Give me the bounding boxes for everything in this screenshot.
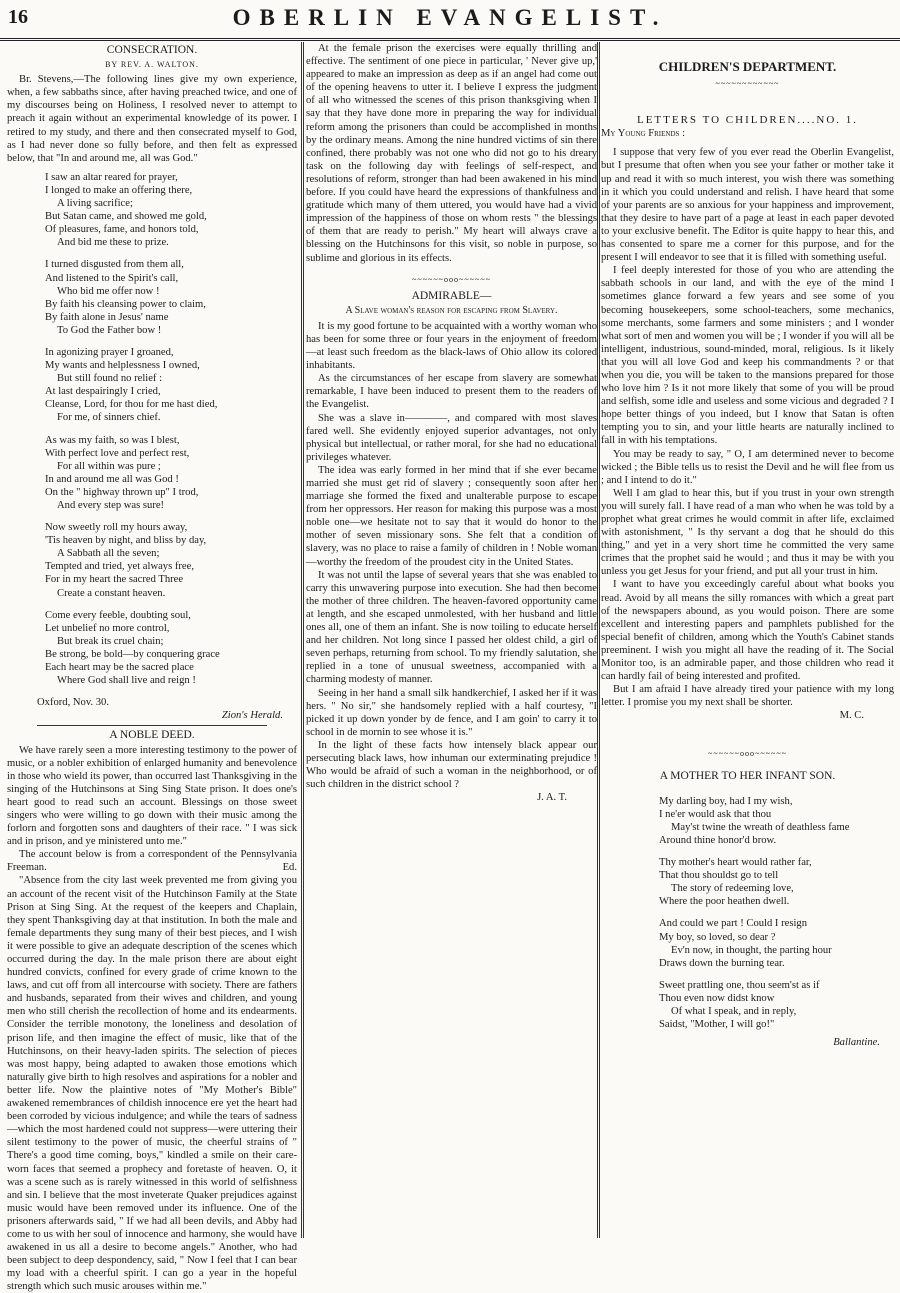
noble-deed-paragraph-2: At the female prison the exercises were equally thrilling and effective. The sentiment of one piece in particular, ' Never give up,' appeared to make an impression as deep as if an angel had come out of the opening heavens to utter it. I believe I express the judgment of all who witnessed the scenes of this prison thanksgiving when I say that they have done more in preparing the way for individual reform among the prisoners than could be accomplished in months by the ordinary means. Among the nine hundred victims of sin there confined, there probably was not one who did not go to his dreary task on the following day with feelings of self-respect, and resolutions of reform, stronger than had been awakened in his mind before. If you could have heard the expressions of thankfulness and gratitude which many of them uttered, you would have had a vivid impression of the happiness of those on whom rests " the blessings of them that are ready to perish." My heart will always crave a blessing on the Hutchinsons for this visit, so noble in purpose, so sublime and glorious in its effects. bbox=[306, 43, 597, 264]
poem-line: But break its cruel chain; bbox=[57, 635, 164, 647]
poem-line: May'st twine the wreath of deathless fame bbox=[671, 821, 850, 833]
childrens-department-title: CHILDREN'S DEPARTMENT. bbox=[658, 59, 837, 74]
poem-line: I saw an altar reared for prayer, bbox=[45, 171, 178, 183]
noble-deed-account-intro: The account below is from a correspondent of the Pennsylvania Freeman. Ed. bbox=[7, 849, 297, 874]
consecration-poem bbox=[7, 171, 297, 687]
mother-poem bbox=[601, 795, 894, 1032]
poem-line: My darling boy, had I my wish, bbox=[659, 795, 793, 807]
column-rule-left bbox=[301, 42, 304, 1238]
poem-line: With perfect love and perfect rest, bbox=[45, 447, 190, 459]
poem-line: Of pleasures, fame, and honors told, bbox=[45, 224, 199, 236]
poem-line: Now sweetly roll my hours away, bbox=[45, 522, 188, 534]
mother-poem-source: Ballantine. bbox=[833, 1037, 880, 1049]
poem-line: But Satan came, and showed me gold, bbox=[45, 211, 207, 223]
poem-line: Where the poor heathen dwell. bbox=[659, 896, 790, 908]
consecration-place-date: Oxford, Nov. 30. bbox=[37, 697, 109, 709]
poem-line: Tempted and tried, yet always free, bbox=[45, 561, 194, 573]
divider bbox=[37, 725, 267, 726]
poem-line: For all within was pure ; bbox=[57, 460, 161, 472]
paragraph: In the light of these facts how intensely black appear our persecuting black laws, how inhuman our exterminating prejudice ! Who would be afraid of such a woman in the neighborhood, or of such children in the district school ? bbox=[306, 739, 597, 791]
stanza bbox=[7, 346, 297, 425]
paragraph: As the circumstances of her escape from slavery are somewhat remarkable, I have been induced to present them to the readers of the Evangelist. bbox=[306, 373, 597, 411]
poem-line: Cleanse, Lord, for thou for me hast died, bbox=[45, 399, 218, 411]
ornament-divider: ~~~~~~ooo~~~~~~ bbox=[412, 274, 491, 284]
poem-line: In agonizing prayer I groaned, bbox=[45, 346, 174, 358]
poem-line: Of what I speak, and in reply, bbox=[671, 1006, 797, 1017]
noble-deed-title: A NOBLE DEED. bbox=[109, 729, 195, 742]
letter-salutation: My Young Friends : bbox=[601, 128, 686, 140]
poem-line: I longed to make an offering there, bbox=[45, 184, 193, 196]
poem-line: My boy, so loved, so dear ? bbox=[659, 931, 776, 943]
ornament-divider: ~~~~~~ooo~~~~~~ bbox=[708, 748, 787, 758]
paragraph: The idea was early formed in her mind that if she ever became married she must get rid of slavery ; consequently soon after her marriage she formed the fixed and unalterable purpose to escape from her oppressors. Her reason for making this purpose was a most noble one—we hesitate not to say that it would do honor to the mother of seven missionary sons. She felt that a condition of slavery, was no place to raise a family of children in ! Noble woman—worthy the freedom of the proudest city in the United States. bbox=[306, 464, 597, 568]
column-rule-right bbox=[597, 42, 600, 1238]
page-number: 16 bbox=[8, 6, 28, 28]
poem-line: At last despairingly I cried, bbox=[45, 386, 161, 398]
paragraph: I suppose that very few of you ever read the Oberlin Evangelist, but I presume that often when you see your father or mother take it up and read it with so much interest, you wish there was something in it which you could understand and relish. I have heard that some of your parents are so anxious for your happiness and improvement, that they desire to have part of a page at least in each paper devoted to your exclusive benefit. The Editor is quite happy to hear this, and has consented to spare me a corner for this purpose, and for the present I will endeavor to see that it is filled with something useful. bbox=[601, 147, 894, 264]
paragraph: It was not until the lapse of several years that she was enabled to carry this unwavering purpose into execution. She had then become the mother of three children. The heaven-favored opportunity came at length, and she escaped unmolested, with her husband and little ones all, one of them an infant. She is now toiling to educate herself and her children. Not long since I passed her oldest child, a girl of seven perhaps, returning from school. To my friendly salutation, she replied in a tone of unusual sweetness, accompanied with a charming modesty of manner. bbox=[306, 569, 597, 686]
paragraph: But I am afraid I have already tired your patience with my long letter. I promise you my next shall be shorter. bbox=[601, 684, 894, 709]
stanza bbox=[621, 917, 894, 969]
poem-line: To God the Father bow ! bbox=[57, 324, 162, 336]
paragraph: She was a slave in————, and compared with most slaves fared well. She evidently enjoyed superior advantages, not only physical but intellectual, or rather moral, for she had no educational privileges whatever. bbox=[306, 412, 597, 463]
paragraph: I feel deeply interested for those of you who are attending the sabbath schools in our land, and with the eye of the mind I sometimes glance forward a few years and see some of you becoming housekeepers, some school-teachers, some mechanics, some merchants, some farmers and some ministers ; and I wonder what sort of men and women you will be ; I wonder if you will all be intelligent, industrious, sound-minded, moral, religious. Is it likely that you will all love God and keep his commandments ? or that when you die, you will be taken to the mansions prepared for those who love him ? Is it not more likely that some of you will be proud and selfish, some idle and useless and some vicious and degraded ? I hope better things of you indeed, but I know that Satan is often tempting you to sin, and your little hearts are naturally inclined to fall in with his temptations. bbox=[601, 265, 894, 447]
paragraph: I want to have you exceedingly careful about what books you read. Avoid by all means the silly romances with which a great part of the newspapers abound, as you would poison. There are some excellent and interesting papers and pamphlets published for the special benefit of children, among which the Youth's Cabinet stands preeminent. I wish you might all have the reading of it. The Social Monitor too, is an admirable paper, and those children who read it can hardly fail of being interested and profited. bbox=[601, 579, 894, 683]
stanza bbox=[621, 856, 894, 908]
poem-line: By faith his cleansing power to claim, bbox=[45, 298, 206, 310]
poem-line: Draws down the burning tear. bbox=[659, 957, 785, 969]
poem-line: Around thine honor'd brow. bbox=[659, 834, 777, 846]
stanza bbox=[7, 258, 297, 337]
poem-line: Sweet prattling one, thou seem'st as if bbox=[659, 979, 820, 991]
noble-deed-paragraph-1: "Absence from the city last week prevented me from giving you an account of the recent visit of the Hutchinson Family at the State Prison at Sing Sing. At the request of the keepers and Chaplain, they spent Thanksgiving day at that institution. In both the male and female departments they sung many of their best pieces, and I wish it were possible to give an adequate description of the scenes which occurred during the day. In the male prison there are about eight hundred convicts, confined for every grade of crime known to the laws, and cut off from all intercourse with society. There are fathers and husbands, separated from their wives and children, and young men who still cherish the recollection of home and its endearments. Consider the terrible monotony, the loneliness and desolation of prison life, and then imagine the effect of music, like that of the Hutchinsons, on their heavy-laden spirits. The selection of pieces was most happy, being adapted to awaken those emotions which naturally give birth to high resolves and aspirations for a nobler and better life. Now the plaintive notes of "My Mother's Bible" awakened remembrances of childish innocence ere yet the heart had been corroded by vicious indulgence; and while the tears of sadness—which the most hardened could not suppress—were uttering their silent testimony to the power of music, the cheerful strains of " There's a good time coming, boys," kindled a smile on their care-worn faces that seemed a prophecy and foretaste of heaven. O, it was a scene such as is rarely witnessed in this world of selfishness and sin. I believe that the most inveterate Quaker prejudices against music would have been removed under its influence. One of the prisoners afterwards said, " If we had all been devils, and Abby had come to us with her soul of innocence and harmony, she would have awakened in us all a desire to become angels." Another, who had been subject to deep despondency, said, " Now I feel that I can bear my load with a cheerful spirit. I can go a year in the hopeful strength which such music arouses within me." bbox=[7, 875, 297, 1293]
poem-line: My wants and helplessness I owned, bbox=[45, 360, 200, 372]
letter-body bbox=[601, 146, 894, 709]
consecration-title: CONSECRATION. bbox=[106, 44, 198, 56]
consecration-source: Zion's Herald. bbox=[221, 710, 283, 722]
poem-line: 'Tis heaven by night, and bliss by day, bbox=[45, 535, 207, 547]
poem-line: On the " highway thrown up" I trod, bbox=[45, 486, 199, 498]
poem-line: Thou even now didst know bbox=[659, 992, 775, 1004]
paragraph: Seeing in her hand a small silk handkerchief, I asked her if it was hers. " No sir," she handsomely replied with a half courtesy, "I picked it up down yonder by de fence, and I am goin' to carry it to school in de mornin to see whose it is." bbox=[306, 687, 597, 738]
poem-line: I ne'er would ask that thou bbox=[659, 808, 772, 820]
stanza bbox=[621, 979, 894, 1031]
poem-line: For in my heart the sacred Three bbox=[45, 574, 184, 586]
poem-line: Be strong, be bold—by conquering grace bbox=[45, 648, 220, 660]
paragraph: Well I am glad to hear this, but if you trust in your own strength you will surely fall. I have read of a man who when he was told by a prophet what great crimes he would commit in after life, exclaimed with astonishment, " Is thy servant a dog that he should do this thing," and yet in a very short time he committed the very same crimes that the prophet said he would ; and thus it may be with you unless you get Jesus for your friend, and put all your trust in him. bbox=[601, 487, 894, 578]
stanza bbox=[7, 434, 297, 513]
consecration-byline: BY REV. A. WALTON. bbox=[105, 60, 199, 70]
poem-line: And listened to the Spirit's call, bbox=[45, 272, 179, 284]
poem-line: I turned disgusted from them all, bbox=[45, 259, 184, 271]
admirable-signature: J. A. T. bbox=[537, 792, 567, 804]
poem-line: Where God shall live and reign ! bbox=[57, 675, 196, 687]
noble-deed-intro: We have rarely seen a more interesting testimony to the power of music, or a nobler exhibition of enlarged humanity and benevolence in those who wield its power, than occurred last Thanksgiving in the singing of the Hutchinsons at Sing Sing State prison. It does one's heart good to read such an account. Blessings on those sweet singers who were willing to go down with their music among the forlorn and forgotten sons and daughters of their race. " I was sick and in prison, and ye ministered unto me." bbox=[7, 744, 297, 848]
masthead bbox=[0, 0, 900, 41]
poem-line: Thy mother's heart would rather far, bbox=[659, 857, 812, 869]
poem-line: The story of redeeming love, bbox=[671, 883, 794, 895]
poem-line: And every step was sure! bbox=[57, 500, 165, 511]
poem-line: Ev'n now, in thought, the parting hour bbox=[671, 944, 832, 956]
poem-line: Saidst, "Mother, I will go!" bbox=[659, 1019, 775, 1031]
column-3 bbox=[601, 42, 894, 1236]
stanza bbox=[7, 609, 297, 688]
poem-line: Each heart may be the sacred place bbox=[45, 662, 194, 674]
ornament-divider: ~~~~~~~~~~~~ bbox=[715, 79, 780, 89]
poem-line: By faith alone in Jesus' name bbox=[45, 311, 169, 323]
admirable-body bbox=[306, 320, 597, 791]
poem-line: A living sacrifice; bbox=[57, 198, 133, 210]
admirable-title: ADMIRABLE— bbox=[411, 289, 492, 302]
poem-line: Who bid me offer now ! bbox=[57, 285, 160, 297]
poem-line: That thou shouldst go to tell bbox=[659, 870, 779, 882]
stanza bbox=[621, 795, 894, 847]
poem-line: Create a constant heaven. bbox=[57, 587, 166, 599]
poem-line: In and around me all was God ! bbox=[45, 473, 179, 485]
poem-line: And bid me these to prize. bbox=[57, 237, 169, 249]
mother-poem-title: A MOTHER TO HER INFANT SON. bbox=[659, 769, 836, 782]
letter-signature: M. C. bbox=[839, 710, 864, 722]
stanza bbox=[7, 171, 297, 250]
stanza bbox=[7, 521, 297, 600]
poem-line: Come every feeble, doubting soul, bbox=[45, 609, 191, 621]
poem-line: And could we part ! Could I resign bbox=[659, 918, 807, 930]
letter-title: LETTERS TO CHILDREN....NO. 1. bbox=[636, 114, 859, 127]
poem-line: A Sabbath all the seven; bbox=[57, 548, 160, 560]
consecration-intro: Br. Stevens,—The following lines give my own experience, when, a few sabbaths since, after having preached twice, and one of my discourses being on Holiness, I resolved never to attempt to preach it again without an experimental knowledge of its power. I retired to my study, and there and then consecrated myself to God, as I had never done so fully before, and then felt as expressed below, that "In and around me, all was God." bbox=[7, 74, 297, 164]
paragraph: You may be ready to say, " O, I am determined never to become wicked ; the Bible tells us to resist the Devil and he will flee from us ; and I intend to do it." bbox=[601, 448, 894, 486]
paragraph: It is my good fortune to be acquainted with a worthy woman who has been for some three or four years in the enjoyment of freedom—at least such freedom as the black-laws of Ohio allow its colored inhabitants. bbox=[306, 320, 597, 372]
poem-line: But still found no relief : bbox=[57, 373, 163, 385]
poem-line: As was my faith, so was I blest, bbox=[45, 434, 180, 446]
poem-line: Let unbelief no more control, bbox=[45, 622, 170, 634]
column-2 bbox=[306, 42, 597, 1236]
poem-line: For me, of sinners chief. bbox=[57, 412, 161, 424]
column-1 bbox=[7, 42, 297, 1293]
newspaper-title: OBERLIN EVANGELIST. bbox=[232, 5, 668, 30]
admirable-subtitle: A Slave woman's reason for escaping from Slavery. bbox=[345, 304, 558, 316]
